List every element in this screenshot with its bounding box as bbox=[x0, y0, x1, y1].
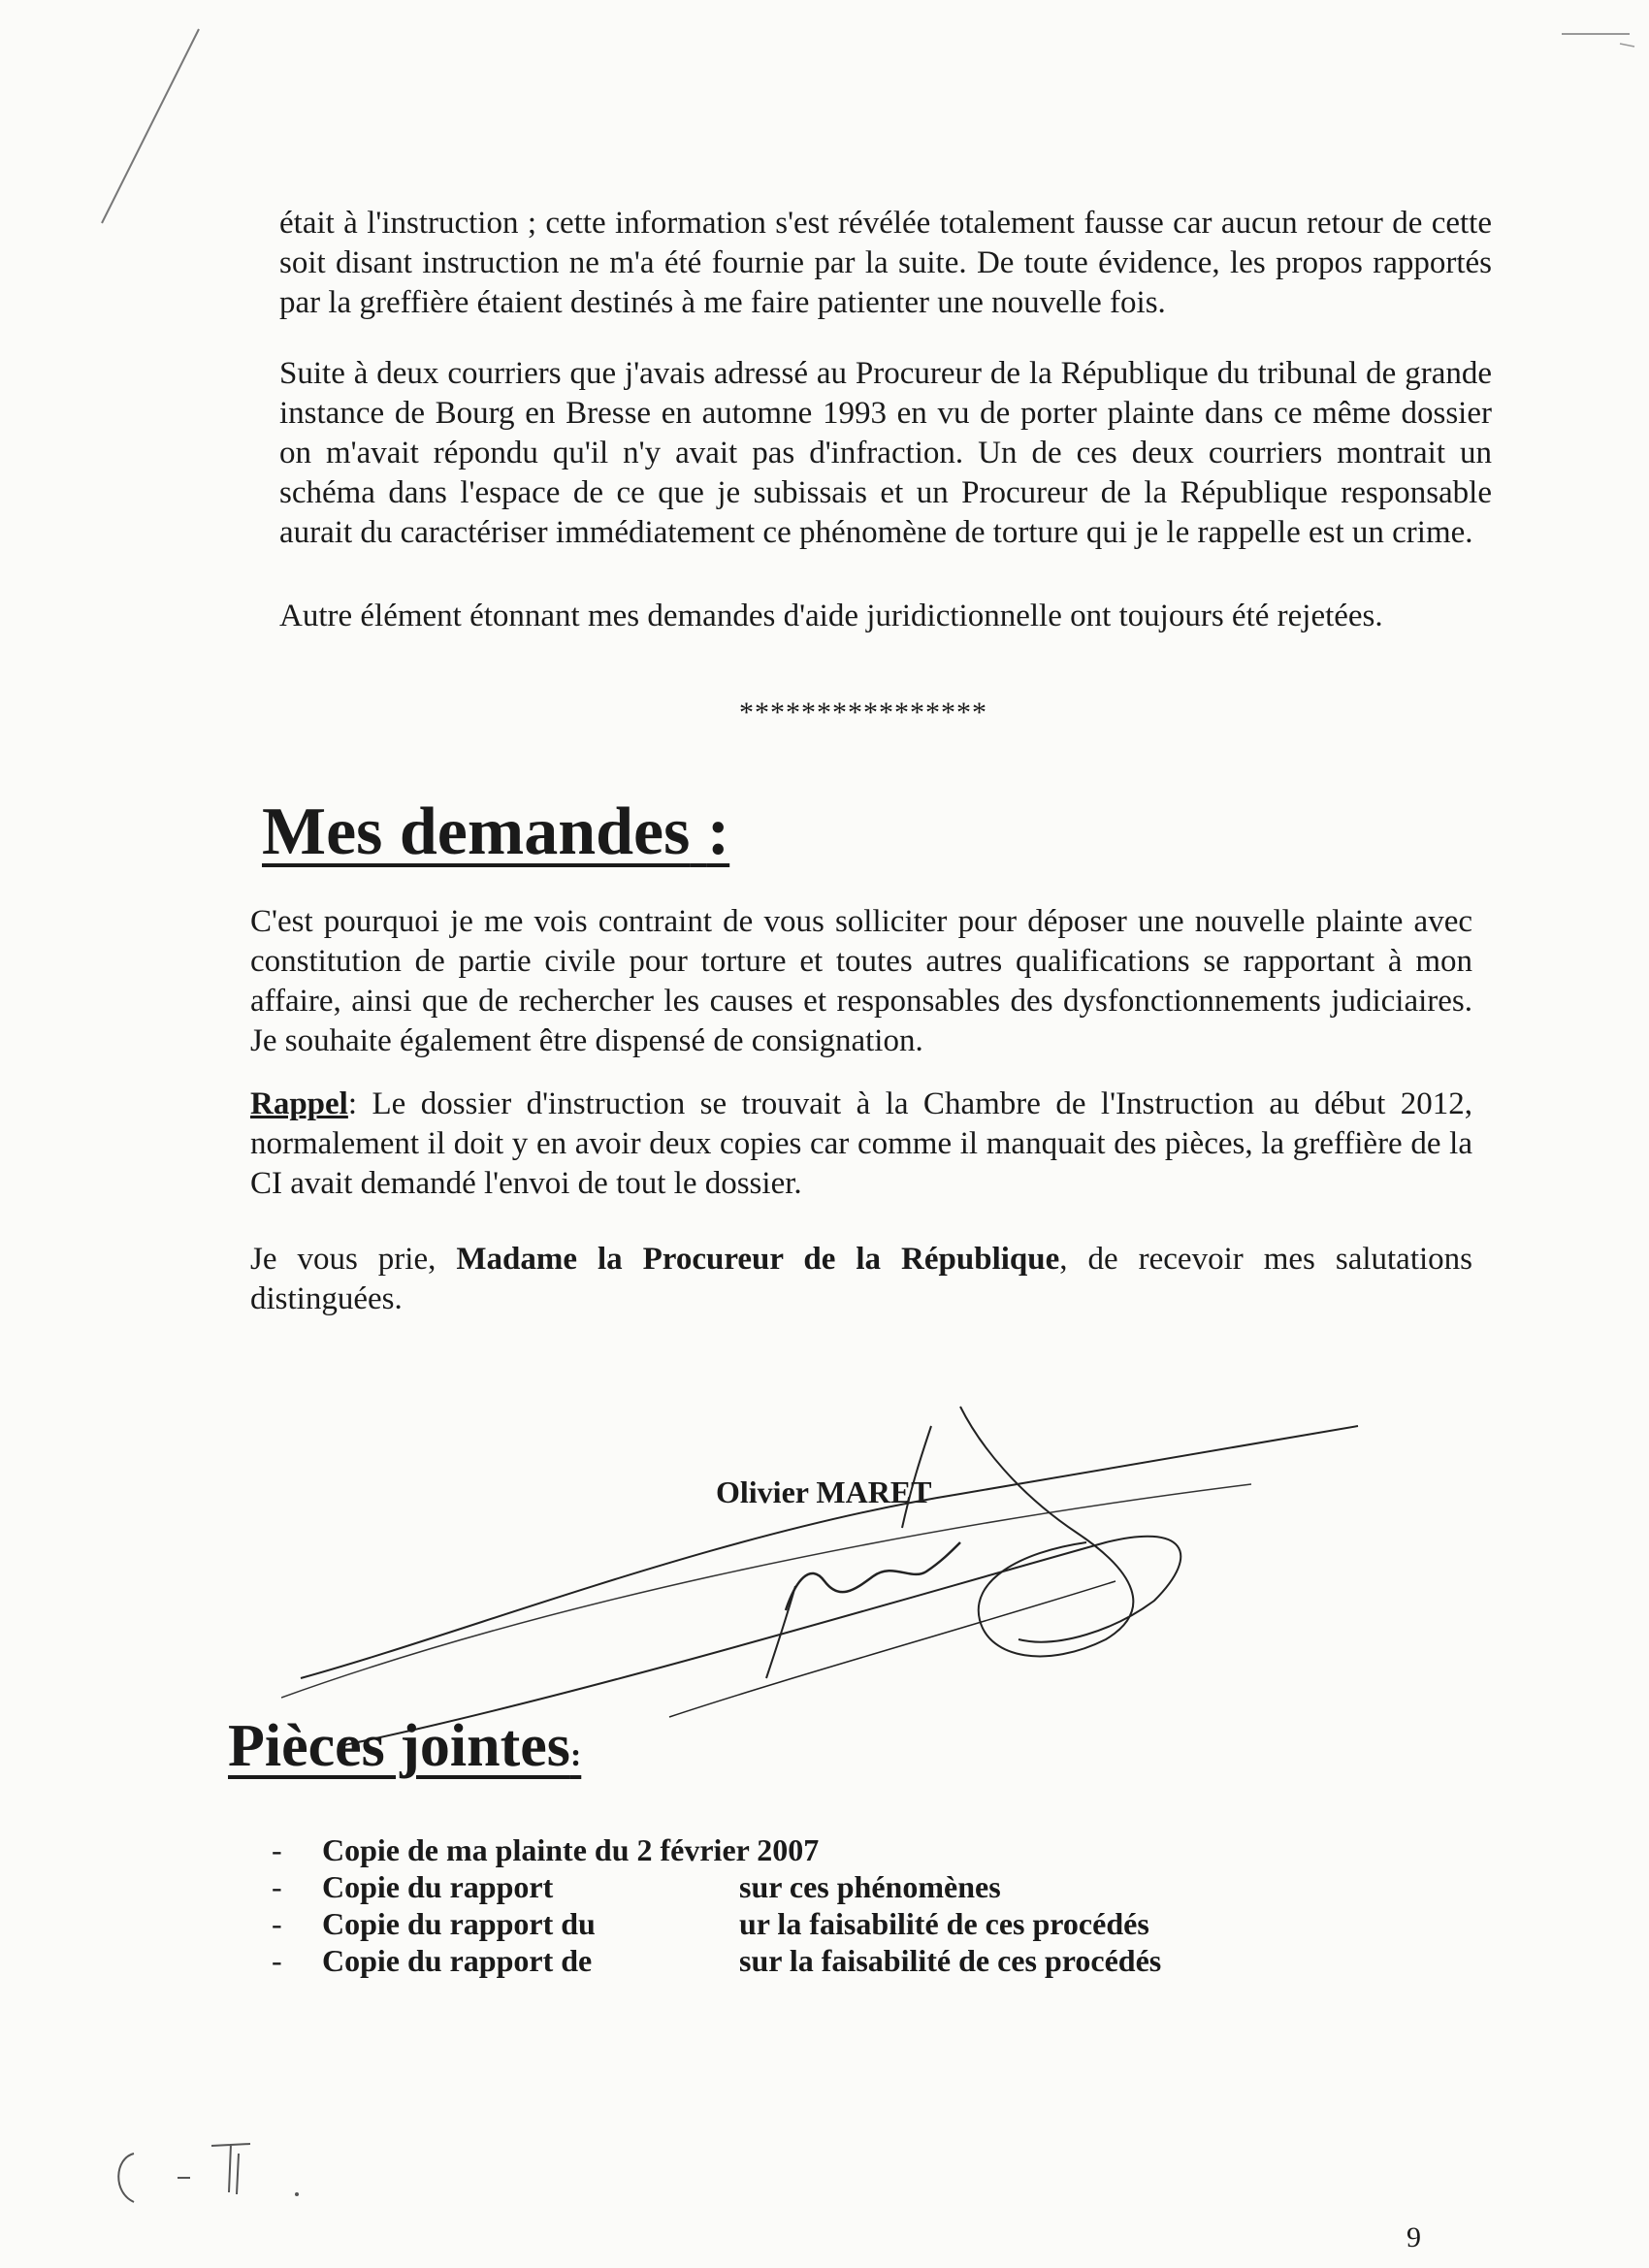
paragraph-demandes: C'est pourquoi je me vois contraint de vous solliciter pour déposer une nouvelle plainte avec constitution de partie civile pour torture et toutes autres qualifications se rapportant à mon affaire, ainsi que de rechercher les causes et responsables des dysfonctionnements judiciaires. Je souhaite également être dispensé de consignation. bbox=[250, 904, 1472, 1058]
attachments-heading-colon: : bbox=[569, 1737, 582, 1773]
attachment-item bbox=[272, 1831, 1161, 1868]
page-number: 9 bbox=[1406, 2221, 1421, 2253]
scan-line-mark bbox=[92, 19, 209, 233]
paragraph-rappel bbox=[250, 1085, 1472, 1204]
list-dash: - bbox=[272, 1832, 282, 1867]
demandes-heading bbox=[262, 794, 729, 871]
attachment-left-text: Copie du rapport du bbox=[322, 1906, 596, 1941]
attachments-list bbox=[272, 1831, 1161, 1979]
handwritten-margin-note bbox=[105, 2134, 318, 2212]
attachment-item bbox=[272, 1942, 1161, 1979]
attachments-heading-text: Pièces jointes bbox=[228, 1713, 570, 1779]
list-dash: - bbox=[272, 1869, 282, 1904]
demandes-heading-colon: : bbox=[706, 794, 730, 869]
list-dash: - bbox=[272, 1943, 282, 1978]
paragraph-aide-juridictionnelle: Autre élément étonnant mes demandes d'aide juridictionnelle ont toujours été rejetées. bbox=[279, 599, 1383, 633]
attachment-right-text: sur ces phénomènes bbox=[739, 1869, 1001, 1904]
rappel-text: : Le dossier d'instruction se trouvait à la Chambre de l'Instruction au début 2012, normalement il doit y en avoir deux copies car comme il manquait des pièces, la greffière de la CI avait demandé l'envoi de tout le dossier. bbox=[250, 1086, 1472, 1201]
attachments-heading bbox=[228, 1707, 581, 1795]
signer-name: Olivier MARET bbox=[716, 1474, 932, 1509]
attachment-item bbox=[272, 1868, 1161, 1905]
attachment-right-text: sur la faisabilité de ces procédés bbox=[739, 1943, 1162, 1978]
attachment-left-text: Copie du rapport de bbox=[322, 1943, 593, 1978]
handwritten-signature bbox=[281, 1387, 1368, 1756]
attachment-right-text: ur la faisabilité de ces procédés bbox=[739, 1906, 1149, 1941]
attachment-item bbox=[272, 1905, 1161, 1942]
paragraph-instruction: était à l'instruction ; cette information s'est révélée totalement fausse car aucun retour de cette soit disant instruction ne m'a été fournie par la suite. De toute évidence, les propos rapportés par la greffière étaient destinés à me faire patienter une nouvelle fois. bbox=[279, 206, 1492, 320]
demandes-heading-text: Mes demandes bbox=[262, 794, 691, 869]
closing-addressee: Madame la Procureur de la République bbox=[456, 1242, 1060, 1277]
closing-suffix: , de recevoir mes salutations distinguées. bbox=[250, 1242, 1473, 1316]
paragraph-courriers: Suite à deux courriers que j'avais adressé au Procureur de la République du tribunal de grande instance de Bourg en Bresse en automne 1993 en vu de porter plainte dans ce même dossier on m'avait répondu qu'il n'y avait pas d'infraction. Un de ces deux courriers montrait un schéma dans l'espace de ce que je subissais et un Procureur de la République responsable aurait du caractériser immédiatement ce phénomène de torture qui je le rappelle est un crime. bbox=[279, 356, 1492, 550]
attachment-left-text: Copie de ma plainte du 2 février 2007 bbox=[322, 1832, 820, 1867]
attachment-left-text: Copie du rapport bbox=[322, 1869, 554, 1904]
closing-prefix: Je vous prie, bbox=[250, 1242, 457, 1277]
scan-edge-mark bbox=[1552, 19, 1639, 58]
rappel-label: Rappel bbox=[250, 1086, 348, 1121]
list-dash: - bbox=[272, 1906, 282, 1941]
section-separator: **************** bbox=[739, 697, 987, 729]
paragraph-closing bbox=[250, 1240, 1472, 1319]
